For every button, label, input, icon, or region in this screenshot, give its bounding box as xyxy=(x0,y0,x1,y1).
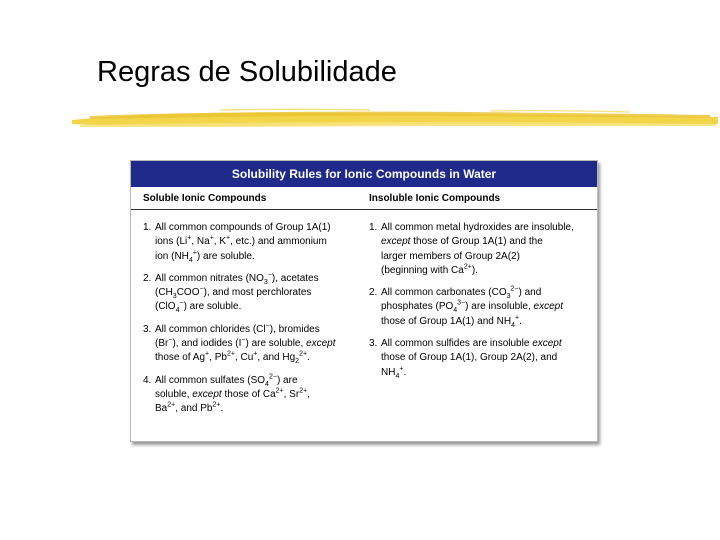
rule-line: $Ba^{2+}$, and $Pb^{2+}$. xyxy=(155,401,224,415)
soluble-rule-2 xyxy=(143,272,359,315)
rule-line: (Br−), and iodides (I−) are soluble, except xyxy=(155,336,336,350)
insoluble-rule-2 xyxy=(369,286,597,329)
rule-line: $NH_4^+$. xyxy=(381,365,407,380)
rule-number: 2. xyxy=(143,272,152,284)
insoluble-column-heading: Insoluble Ionic Compounds xyxy=(369,192,501,204)
rule-line: $(CH_3COO^-)$, and most perchlorates xyxy=(155,285,312,301)
rule-line: larger members of Group 2A(2) xyxy=(381,250,520,262)
yellow-brush-underline xyxy=(70,106,720,132)
table-title: Solubility Rules for Ionic Compounds in Water xyxy=(131,161,597,187)
insoluble-rules-list xyxy=(369,210,597,380)
rule-line: All common compounds of Group 1A(1) xyxy=(155,222,331,233)
rule-text xyxy=(155,221,359,264)
rule-text xyxy=(155,374,359,417)
soluble-rule-3 xyxy=(143,323,359,366)
rule-line: (beginning with $Ca^{2+}$). xyxy=(381,263,478,276)
rule-line: those of Ag+, $Pb^{2+}$, Cu+, and $Hg_2^{2+}$. xyxy=(155,351,310,366)
solubility-table xyxy=(130,160,598,442)
rule-line: ions (Li+, Na+, K+, etc.) and ammonium xyxy=(155,234,327,248)
rule-line: All common metal hydroxides are insoluble, xyxy=(381,222,574,233)
insoluble-rule-1 xyxy=(369,221,597,278)
rule-text xyxy=(155,272,359,315)
rule-text xyxy=(155,323,359,366)
soluble-rule-4 xyxy=(143,374,359,417)
rule-text xyxy=(381,337,597,380)
soluble-rules-list xyxy=(143,210,359,417)
rule-line: All common nitrates $(NO_3^-)$, acetates xyxy=(155,271,319,286)
rule-number: 1. xyxy=(369,222,378,233)
rule-number: 3. xyxy=(143,323,152,335)
soluble-column-heading: Soluble Ionic Compounds xyxy=(143,192,267,204)
rule-line: All common carbonates $(CO_3^{2-})$ and xyxy=(381,285,542,301)
column-headers xyxy=(131,187,597,210)
insoluble-rule-3 xyxy=(369,337,597,380)
rule-line: All common sulfates $(SO_4^{2-})$ are xyxy=(155,373,298,388)
rule-line: ion $(NH_4^+)$ are soluble. xyxy=(155,249,255,264)
rule-number: 2. xyxy=(369,287,378,299)
rule-line: All common sulfides are insoluble except xyxy=(381,338,562,350)
rule-line: soluble, except those of $Ca^{2+}$, $Sr^{2+}$, xyxy=(155,387,310,400)
rule-line: (ClO$_4$−) are soluble. xyxy=(155,300,242,315)
rule-number: 4. xyxy=(143,374,152,386)
rule-line: those of Group 1A(1) and $NH_4^+$. xyxy=(381,314,522,329)
rule-line: those of Group 1A(1), Group 2A(2), and xyxy=(381,352,558,364)
rule-line: All common chlorides (Cl−), bromides xyxy=(155,322,320,335)
insoluble-column xyxy=(359,210,597,425)
rule-line: except those of Group 1A(1) and the xyxy=(381,236,543,248)
soluble-column xyxy=(131,210,359,425)
rule-text xyxy=(381,286,597,329)
soluble-rule-1 xyxy=(143,221,359,264)
rule-number: 3. xyxy=(369,338,378,350)
rule-line: phosphates $(PO_4^{3-})$ are insoluble, except xyxy=(381,300,563,315)
slide-title: Regras de Solubilidade xyxy=(97,56,397,88)
rule-number: 1. xyxy=(143,222,152,233)
rule-text xyxy=(381,221,597,278)
